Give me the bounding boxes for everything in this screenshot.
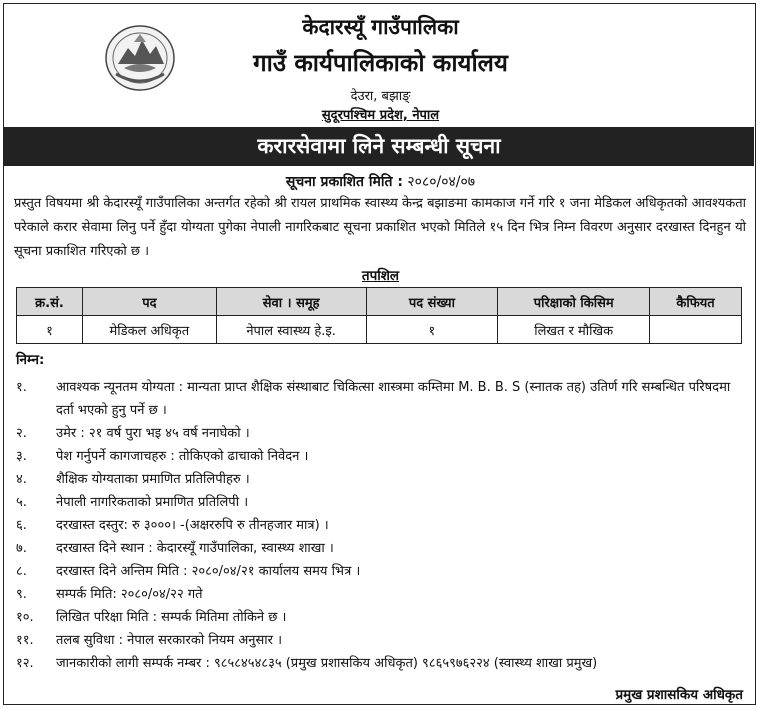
list-item <box>16 537 746 560</box>
notes-list <box>16 376 746 675</box>
cell-remarks <box>650 316 742 344</box>
item-number: १२. <box>16 656 34 671</box>
item-text: जानकारीको लागी सम्पर्क नम्बर : ९८५८४५४८३५ (प्रमुख प्रशासकिय अधिकृत) ९८६५९७६२२४ (स्वास्थ्य शाखा प्रमुख) <box>56 656 598 671</box>
item-number: १०. <box>16 610 34 625</box>
list-item <box>16 491 746 514</box>
col-post: पद <box>82 288 216 316</box>
item-text: दरखास्त दिने अन्तिम मिति : २०८०/०४/२१ कार्यालय समय भित्र । <box>56 564 361 579</box>
cell-service-group: नेपाल स्वास्थ्य हे.इ. <box>216 316 366 344</box>
col-post-count: पद संख्या <box>366 288 498 316</box>
item-text: दरखास्त दिने स्थान : केदारस्यूँ गाउँपालिका, स्वास्थ्य शाखा । <box>56 541 334 556</box>
item-number: ७. <box>16 541 27 556</box>
item-text: दरखास्त दस्तुर: रु ३०००। -(अक्षररुपि रु तीनहजार मात्र) । <box>56 518 329 533</box>
cell-serial: १ <box>17 316 83 344</box>
item-text: आवश्यक न्यूनतम योग्यता : मान्यता प्राप्त शैक्षिक संस्थाबाट चिकित्सा शास्त्रमा कम्तिमा M. B. B. S (स्नातक तह) उतिर्ण गरि सम्बन्धित परिषदमा दर्ता भएको हुनु पर्ने छ । <box>56 380 731 418</box>
item-number: २. <box>16 426 27 441</box>
office-name: गाउँ कार्यपालिकाको कार्यालय <box>253 49 508 77</box>
table-row <box>17 316 742 344</box>
detail-table <box>16 287 742 344</box>
item-text: उमेर : २१ वर्ष पुरा भइ ४५ वर्ष ननाघेको । <box>56 426 250 441</box>
signature-title: प्रमुख प्रशासकिय अधिकृत <box>615 687 743 703</box>
table-label: तपशिल <box>361 268 400 284</box>
item-text: शैक्षिक योग्यताका प्रमाणित प्रतिलिपीहरु । <box>56 472 250 487</box>
item-text: पेश गर्नुपर्ने कागजाचहरु : तोकिएको ढाचाको निवेदन । <box>56 449 309 464</box>
list-item <box>16 468 746 491</box>
notice-frame <box>3 3 756 705</box>
address-line2: सुदूरपश्चिम प्रदेश, नेपाल <box>321 108 440 123</box>
publish-date-value: २०८०/०४/०७ <box>407 174 476 190</box>
notes-title: निम्न: <box>16 352 45 368</box>
list-item <box>16 514 746 537</box>
item-number: ६. <box>16 518 27 533</box>
list-item <box>16 376 746 422</box>
col-serial: क्र.सं. <box>17 288 83 316</box>
list-item <box>16 445 746 468</box>
publish-date-label: सूचना प्रकाशित मिति : <box>285 174 403 190</box>
item-text: तलब सुविधा : नेपाल सरकारको नियम अनुसार । <box>56 633 283 648</box>
list-item <box>16 583 746 606</box>
item-number: ३. <box>16 449 27 464</box>
item-number: ९. <box>16 587 27 602</box>
intro-paragraph: प्रस्तुत विषयमा श्री केदारस्यूँ गाउँपालिका अन्तर्गत रहेको श्री रायल प्राथमिक स्वास्थ्य केन्द्र बझाङमा कामकाज गर्ने गरि १ जना मेडिकल अधिकृतको आवश्यकता परेकाले करार सेवामा लिनु पर्ने हुँदा योग्यता पुगेका नेपाली नागरिकबाट सूचना प्रकाशित भएको मितिले १५ दिन भित्र निम्न विवरण अनुसार दरखास्त दिनहुन यो सूचना प्रकाशित गरिएको छ । <box>14 196 746 259</box>
item-number: ४. <box>16 472 27 487</box>
list-item <box>16 629 746 652</box>
publish-date <box>4 172 757 191</box>
item-text: लिखित परिक्षा मिति : सम्पर्क मितिमा तोकिने छ । <box>56 610 287 625</box>
address-line1: देउरा, बझाङ् <box>350 89 411 104</box>
cell-exam-type: लिखत र मौखिक <box>498 316 650 344</box>
org-name: केदारस्यूँ गाउँपालिका <box>302 15 459 39</box>
list-item <box>16 652 746 675</box>
list-item <box>16 606 746 629</box>
item-text: सम्पर्क मिति: २०८०/०४/२२ गते <box>56 587 203 602</box>
col-service-group: सेवा । समूह <box>216 288 366 316</box>
item-number: ११. <box>16 633 34 648</box>
item-number: ५. <box>16 495 27 510</box>
cell-post: मेडिकल अधिकृत <box>82 316 216 344</box>
letterhead <box>4 4 757 126</box>
item-number: ८. <box>16 564 27 579</box>
item-text: नेपाली नागरिकताको प्रमाणित प्रतिलिपी । <box>56 495 249 510</box>
notice-title: करारसेवामा लिने सम्बन्धी सूचना <box>4 127 754 166</box>
col-exam-type: परिक्षाको किसिम <box>498 288 650 316</box>
list-item <box>16 560 746 583</box>
cell-post-count: १ <box>366 316 498 344</box>
table-header-row <box>17 288 742 316</box>
list-item <box>16 422 746 445</box>
col-remarks: कैफियत <box>650 288 742 316</box>
item-number: १. <box>16 380 27 395</box>
